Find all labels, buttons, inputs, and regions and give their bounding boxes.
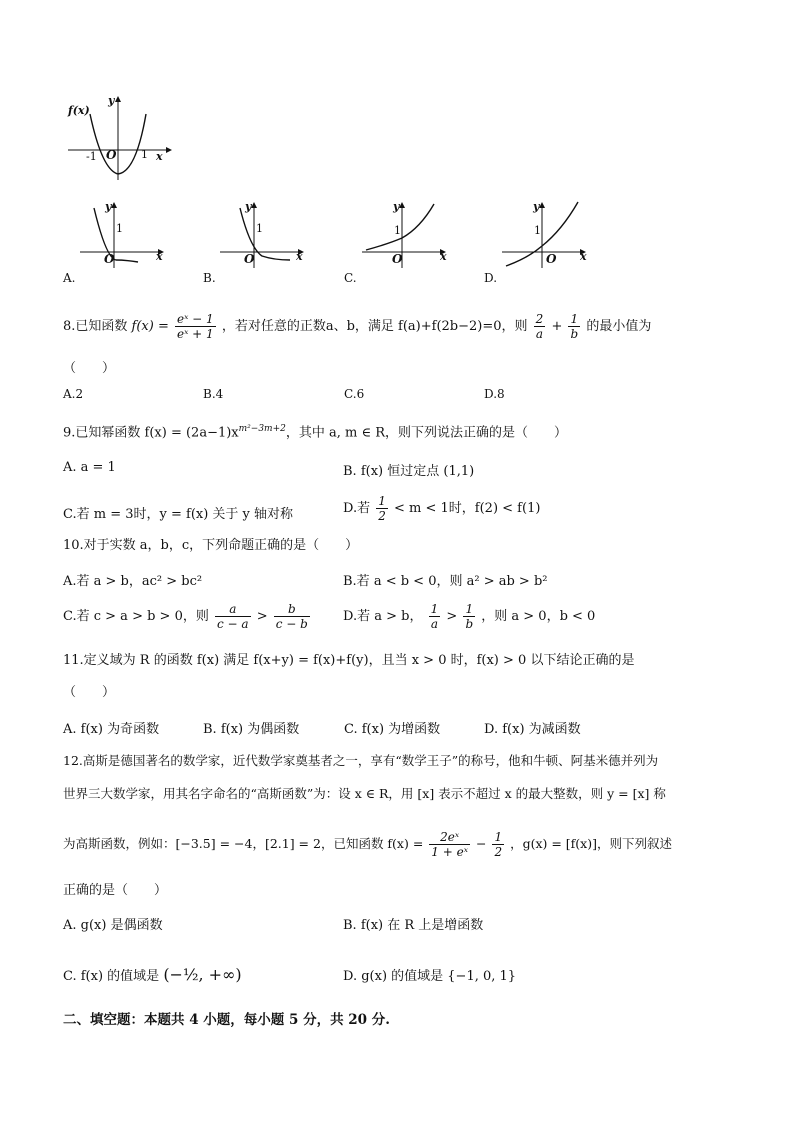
q10-d-frac1 — [429, 602, 441, 631]
q10-option-a[interactable]: A.若 a > b，ac² > bc² — [63, 574, 203, 589]
q9-stem-text: 9.已知幂函数 f(x) = (2a−1)x — [63, 425, 239, 441]
q10-d-frac2-den: b — [465, 617, 474, 631]
main-graph — [66, 92, 176, 182]
q10-c-frac2-den: c − b — [275, 617, 308, 631]
q12-option-b[interactable]: B. f(x) 在 R 上是增函数 — [343, 918, 484, 933]
q10-option-c[interactable] — [63, 602, 312, 631]
q10-c-frac1-den: c − a — [217, 617, 249, 631]
q8-frac-den: eˣ + 1 — [177, 327, 214, 341]
option-a-one: 1 — [116, 222, 123, 235]
q10-d-prefix: D.若 a > b， — [343, 609, 423, 624]
q11-option-a[interactable]: A. f(x) 为奇函数 — [63, 722, 160, 737]
option-b-one: 1 — [256, 222, 263, 235]
q12-frac-den: 1 + eˣ — [431, 845, 468, 859]
section-2-heading: 二、填空题：本题共 4 小题，每小题 5 分，共 20 分. — [63, 1012, 390, 1028]
q9-stem-tail: ，其中 a, m ∈ R，则下列说法正确的是（ ） — [285, 425, 568, 441]
q9-option-c[interactable]: C.若 m = 3时，y = f(x) 关于 y 轴对称 — [63, 507, 294, 522]
q8-suffix: 的最小值为 — [586, 319, 652, 334]
q10-c-frac1-num: a — [215, 602, 251, 617]
option-a-y: y — [105, 200, 112, 213]
graph-x-label: x — [156, 150, 163, 163]
q12-c-range: (−½, +∞) — [163, 965, 242, 984]
q10-c-prefix: C.若 c > a > b > 0，则 — [63, 609, 209, 624]
q8-frac-2a-num: 2 — [535, 312, 544, 326]
q8-paren: （ ） — [63, 361, 116, 376]
q9-d-frac-den: 2 — [378, 509, 386, 523]
q10-c-frac1 — [215, 602, 251, 631]
option-c-y: y — [393, 200, 400, 213]
q11-option-d[interactable]: D. f(x) 为减函数 — [484, 722, 581, 737]
q12-frac-num: 2eˣ — [429, 830, 470, 845]
q12-half-den: 2 — [494, 845, 503, 859]
option-d-graph[interactable] — [498, 200, 598, 270]
q9-option-d[interactable] — [343, 494, 540, 523]
q10-d-suffix: ，则 a > 0，b < 0 — [481, 609, 596, 624]
option-c-graph[interactable] — [358, 200, 458, 270]
option-d-y: y — [533, 200, 540, 213]
option-d-label[interactable]: D. — [484, 271, 498, 285]
q11-stem: 11.定义域为 R 的函数 f(x) 满足 f(x+y) = f(x)+f(y)，且当 x > 0 时，f(x) > 0 以下结论正确的是 — [63, 653, 635, 668]
option-b-graph[interactable] — [212, 200, 312, 270]
option-b-origin: O — [244, 252, 255, 266]
q8-frac-1b-num: 1 — [568, 312, 580, 327]
q8-frac-num: eˣ − 1 — [177, 312, 214, 326]
option-c-x: x — [440, 250, 447, 263]
q9-d-suffix: < m < 1时，f(2) < f(1) — [394, 501, 541, 516]
q10-stem: 10.对于实数 a，b，c，下列命题正确的是（ ） — [63, 538, 359, 553]
q8-option-d[interactable]: D.8 — [484, 387, 505, 401]
q12-line3-suffix: ，g(x) = [f(x)]，则下列叙述 — [510, 836, 672, 851]
q8-frac-1b — [568, 312, 580, 341]
q10-d-frac1-num: 1 — [430, 602, 439, 616]
option-d-origin: O — [546, 252, 557, 266]
option-d-x: x — [580, 250, 587, 263]
q12-line2: 世界三大数学家，用其名字命名的“高斯函数”为：设 x ∈ R，用 [x] 表示不超过 x 的最大整数，则 y = [x] 称 — [63, 786, 666, 801]
q11-paren: （ ） — [63, 685, 116, 700]
q9-d-frac — [376, 494, 388, 523]
option-b-label[interactable]: B. — [203, 271, 216, 285]
q8-stem — [63, 312, 651, 341]
q10-d-gt: > — [446, 609, 458, 624]
q9-stem — [63, 420, 567, 442]
q8-prefix: 8.已知函数 — [63, 319, 128, 334]
q10-c-gt: > — [256, 609, 268, 624]
q10-d-frac1-den: a — [430, 617, 438, 631]
option-c-one: 1 — [394, 224, 401, 237]
option-d-one: 1 — [534, 224, 541, 237]
q12-line3 — [63, 830, 672, 859]
q12-option-a[interactable]: A. g(x) 是偶函数 — [63, 918, 163, 933]
q8-frac-1b-den: b — [570, 327, 579, 341]
graph-one: 1 — [141, 148, 148, 161]
q8-option-b[interactable]: B.4 — [203, 387, 224, 401]
option-a-origin: O — [104, 252, 115, 266]
q10-d-frac2-num: 1 — [463, 602, 475, 617]
q10-d-frac2 — [463, 602, 475, 631]
q8-fx: f(x) = — [131, 319, 169, 334]
option-c-origin: O — [392, 252, 403, 266]
q12-line3-prefix: 为高斯函数，例如：[−3.5] = −4，[2.1] = 2，已知函数 f(x) = — [63, 836, 424, 851]
q8-frac-2a — [534, 312, 546, 341]
graph-fx-label: f(x) — [68, 104, 90, 117]
q9-option-b[interactable]: B. f(x) 恒过定点 (1,1) — [343, 464, 475, 479]
q12-minus: − — [475, 836, 487, 851]
q12-half — [492, 830, 504, 859]
graph-y-label: y — [108, 94, 115, 107]
option-b-x: x — [296, 250, 303, 263]
q8-mid: ，若对任意的正数a、b，满足 f(a)+f(2b−2)=0，则 — [221, 319, 528, 334]
q10-c-frac2 — [274, 602, 310, 631]
q9-d-frac-num: 1 — [378, 494, 386, 508]
q12-option-c[interactable] — [63, 965, 242, 984]
q8-option-a[interactable]: A.2 — [63, 387, 84, 401]
q12-line4: 正确的是（ ） — [63, 883, 168, 898]
q12-c-prefix: C. f(x) 的值域是 — [63, 969, 160, 984]
q10-c-frac2-num: b — [274, 602, 310, 617]
q10-option-b[interactable]: B.若 a < b < 0，则 a² > ab > b² — [343, 574, 548, 589]
q12-option-d[interactable]: D. g(x) 的值域是 {−1, 0, 1} — [343, 969, 517, 984]
q9-option-a[interactable]: A. a = 1 — [63, 460, 116, 475]
q8-frac-2a-den: a — [535, 327, 544, 341]
q9-d-prefix: D.若 — [343, 501, 371, 516]
q8-frac — [175, 312, 216, 341]
q12-half-num: 1 — [494, 830, 503, 844]
q9-exponent: m²−3m+2 — [238, 424, 286, 434]
option-a-label[interactable]: A. — [63, 271, 76, 285]
q8-option-c[interactable]: C.6 — [344, 387, 365, 401]
q11-option-c[interactable]: C. f(x) 为增函数 — [344, 722, 441, 737]
q12-frac — [429, 830, 470, 859]
graph-neg-one: -1 — [86, 150, 97, 163]
q8-plus: + — [551, 319, 563, 334]
option-b-y: y — [245, 200, 252, 213]
q11-option-b[interactable]: B. f(x) 为偶函数 — [203, 722, 300, 737]
option-a-graph[interactable] — [72, 200, 172, 270]
graph-origin: O — [106, 148, 117, 162]
q12-line1: 12.高斯是德国著名的数学家，近代数学家奠基者之一，享有“数学王子”的称号，他和牛顿、阿基米德并列为 — [63, 753, 659, 768]
q10-option-d[interactable] — [343, 602, 595, 631]
option-a-x: x — [156, 250, 163, 263]
option-c-label[interactable]: C. — [344, 271, 357, 285]
